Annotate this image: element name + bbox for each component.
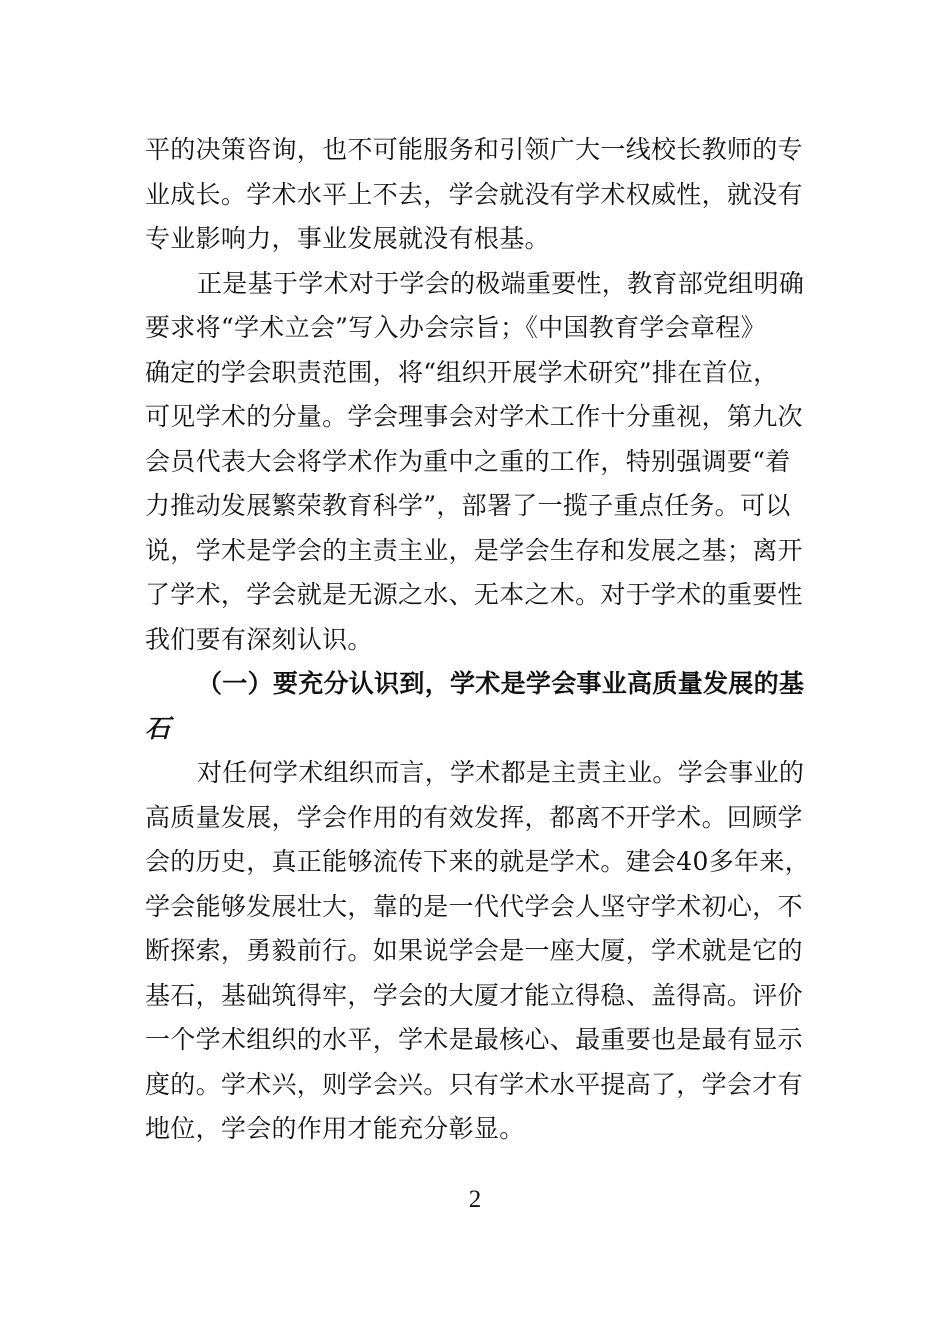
text-line: 要求将“学术立会”写入办会宗旨；《中国教育学会章程》: [145, 313, 766, 342]
paragraph-1: [145, 128, 810, 262]
text-line: 地位，学会的作用才能充分彰显。: [145, 1114, 525, 1143]
text-line: 可见学术的分量。学会理事会对学术工作十分重视，第九次: [145, 402, 803, 431]
text-line: 对任何学术组织而言，学术都是主责主业。学会事业的: [197, 758, 805, 787]
text-line: 一个学术组织的水平，学术是最核心、最重要也是最有显示: [145, 1025, 803, 1054]
heading-line: 石: [145, 713, 171, 743]
text-line: 会的历史，真正能够流传下来的就是学术。建会40多年来，: [145, 847, 810, 876]
text-line: 说，学术是学会的主责主业，是学会生存和发展之基；离开: [145, 535, 803, 565]
text-line: 我们要有深刻认识。: [145, 624, 373, 654]
text-line: 基石，基础筑得牢，学会的大厦才能立得稳、盖得高。评价: [145, 980, 803, 1010]
text-line: 学会能够发展壮大，靠的是一代代学会人坚守学术初心，不: [145, 891, 803, 921]
text-line: 断探索，勇毅前行。如果说学会是一座大厦，学术就是它的: [145, 936, 803, 965]
text-line: 了学术，学会就是无源之水、无本之木。对于学术的重要性: [145, 580, 803, 609]
paragraph-3: [145, 751, 810, 1152]
heading-line: （一）要充分认识到，学术是学会事业高质量发展的基: [197, 669, 805, 698]
text-line: 高质量发展，学会作用的有效发挥，都离不开学术。回顾学: [145, 802, 803, 832]
paragraph-2: [145, 262, 810, 663]
text-line: 会员代表大会将学术作为重中之重的工作，特别强调要“着: [145, 446, 791, 476]
text-line: 平的决策咨询，也不可能服务和引领广大一线校长教师的专: [145, 135, 803, 164]
body-text: [145, 128, 810, 1152]
text-line: 度的。学术兴，则学会兴。只有学术水平提高了，学会才有: [145, 1069, 803, 1099]
text-line: 确定的学会职责范围，将“组织开展学术研究”排在首位，: [145, 357, 779, 387]
section-heading: [145, 662, 810, 751]
text-line: 业成长。学术水平上不去，学会就没有学术权威性，就没有: [145, 179, 803, 209]
text-line: 正是基于学术对于学会的极端重要性，教育部党组明确: [197, 268, 805, 298]
text-line: 力推动发展繁荣教育科学”，部署了一揽子重点任务。可以: [145, 491, 791, 520]
text-line: 专业影响力，事业发展就没有根基。: [145, 224, 550, 253]
page-number: 2: [468, 1186, 482, 1213]
